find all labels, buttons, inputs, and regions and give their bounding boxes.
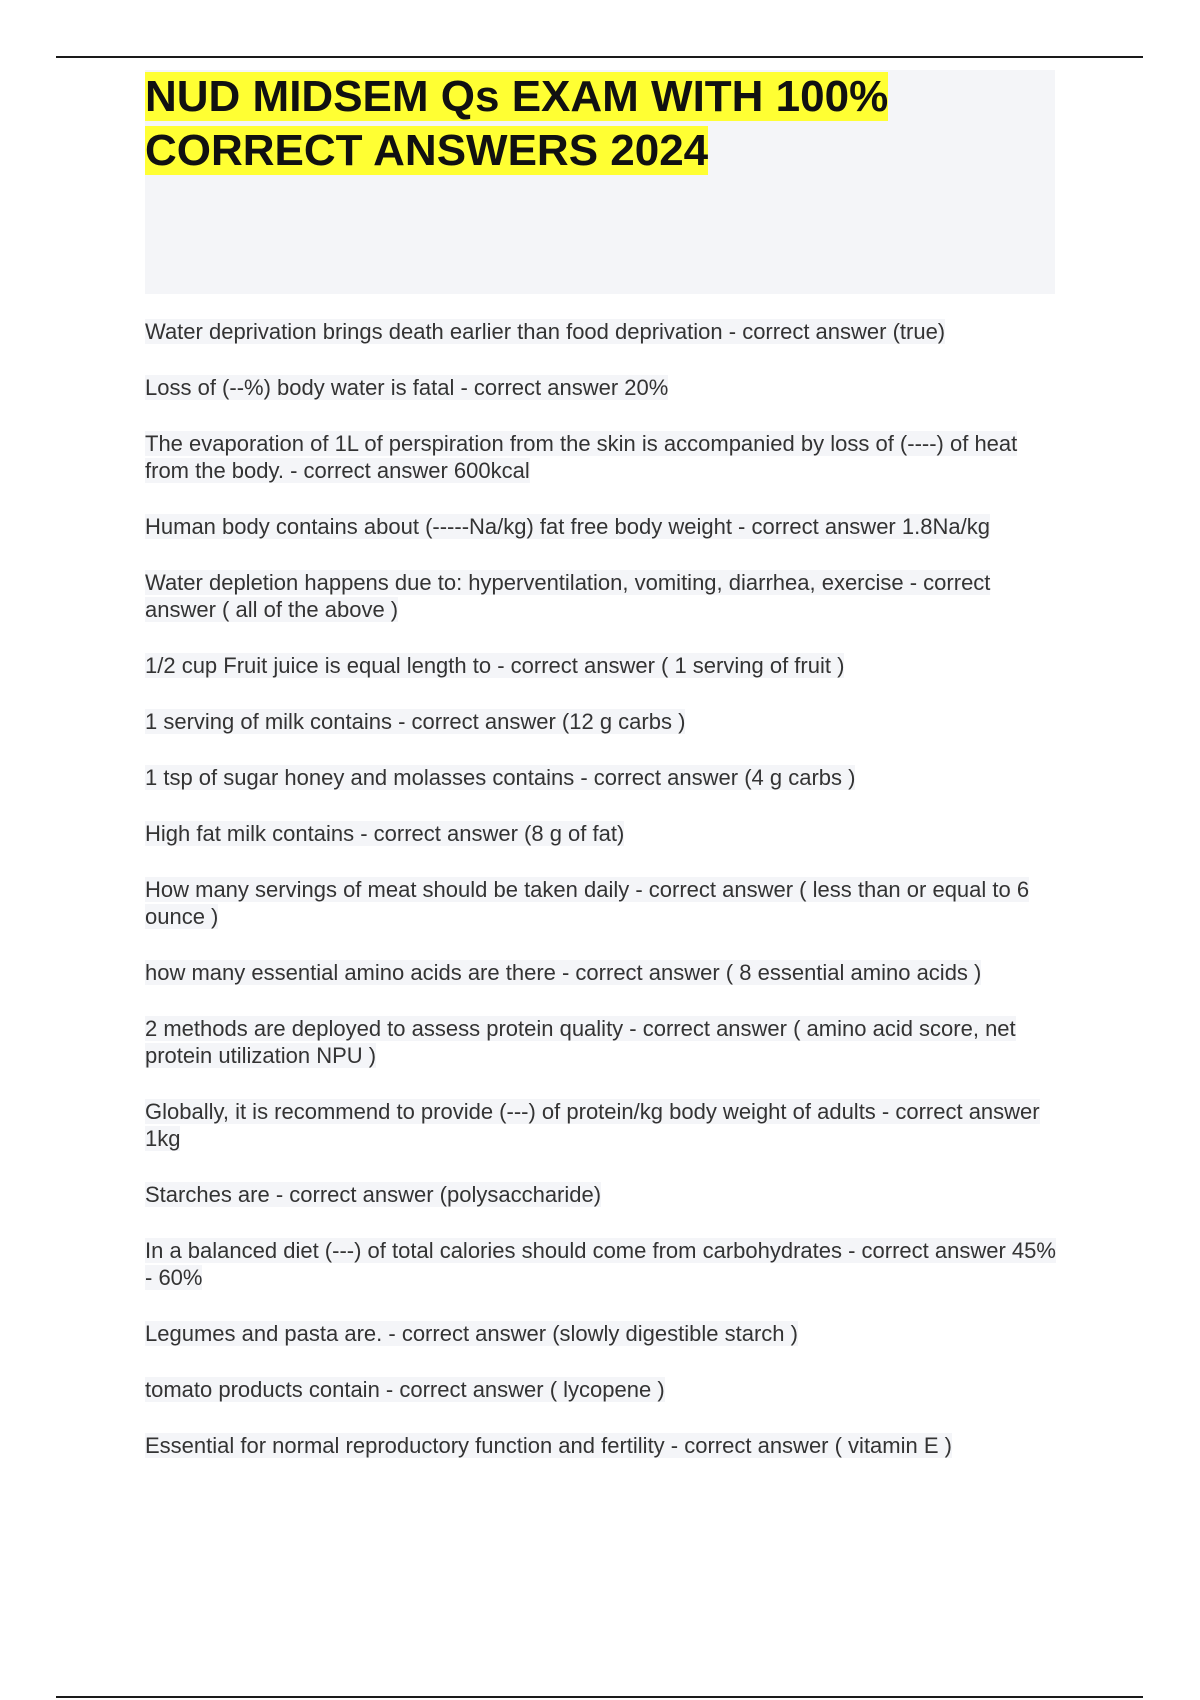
top-rule	[56, 56, 1143, 58]
list-item	[145, 876, 1060, 930]
list-item-text: Loss of (--%) body water is fatal - correct answer 20%	[145, 375, 669, 400]
list-item-text: 1 serving of milk contains - correct answer (12 g carbs )	[145, 709, 686, 734]
list-item	[145, 1376, 1060, 1403]
list-item-text: 1/2 cup Fruit juice is equal length to - correct answer ( 1 serving of fruit )	[145, 653, 845, 678]
page-title	[145, 70, 1045, 178]
list-item	[145, 1320, 1060, 1347]
list-item	[145, 652, 1060, 679]
list-item-text: Globally, it is recommend to provide (---) of protein/kg body weight of adults - correct answer 1kg	[145, 1099, 1040, 1151]
list-item	[145, 764, 1060, 791]
list-item-text: How many servings of meat should be taken daily - correct answer ( less than or equal to 6 ounce )	[145, 877, 1030, 929]
list-item	[145, 569, 1060, 623]
list-item	[145, 1181, 1060, 1208]
list-item-text: 1 tsp of sugar honey and molasses contains - correct answer (4 g carbs )	[145, 765, 856, 790]
list-item-text: Water depletion happens due to: hyperventilation, vomiting, diarrhea, exercise - correct answer ( all of the above )	[145, 570, 991, 622]
list-item	[145, 374, 1060, 401]
page-title-text: NUD MIDSEM Qs EXAM WITH 100% CORRECT ANSWERS 2024	[145, 72, 889, 175]
list-item-text: In a balanced diet (---) of total calories should come from carbohydrates - correct answer 45% - 60%	[145, 1238, 1056, 1290]
list-item-text: Legumes and pasta are. - correct answer (slowly digestible starch )	[145, 1321, 798, 1346]
bottom-rule	[56, 1696, 1143, 1698]
list-item-text: Water deprivation brings death earlier than food deprivation - correct answer (true)	[145, 319, 946, 344]
list-item	[145, 708, 1060, 735]
list-item-text: High fat milk contains - correct answer (8 g of fat)	[145, 821, 625, 846]
qa-list	[145, 318, 1060, 1488]
title-block	[145, 70, 1055, 294]
list-item-text: Essential for normal reproductory function and fertility - correct answer ( vitamin E )	[145, 1433, 952, 1458]
list-item	[145, 430, 1060, 484]
list-item	[145, 820, 1060, 847]
list-item-text: The evaporation of 1L of perspiration from the skin is accompanied by loss of (----) of heat from the body. - correct answer 600kcal	[145, 431, 1018, 483]
list-item	[145, 318, 1060, 345]
list-item-text: 2 methods are deployed to assess protein quality - correct answer ( amino acid score, net protein utilization NPU )	[145, 1016, 1016, 1068]
list-item-text: tomato products contain - correct answer ( lycopene )	[145, 1377, 665, 1402]
list-item	[145, 1098, 1060, 1152]
list-item-text: Starches are - correct answer (polysaccharide)	[145, 1182, 602, 1207]
list-item	[145, 1015, 1060, 1069]
list-item-text: how many essential amino acids are there - correct answer ( 8 essential amino acids )	[145, 960, 982, 985]
list-item	[145, 1237, 1060, 1291]
list-item	[145, 513, 1060, 540]
list-item	[145, 959, 1060, 986]
list-item-text: Human body contains about (-----Na/kg) fat free body weight - correct answer 1.8Na/kg	[145, 514, 990, 539]
list-item	[145, 1432, 1060, 1459]
